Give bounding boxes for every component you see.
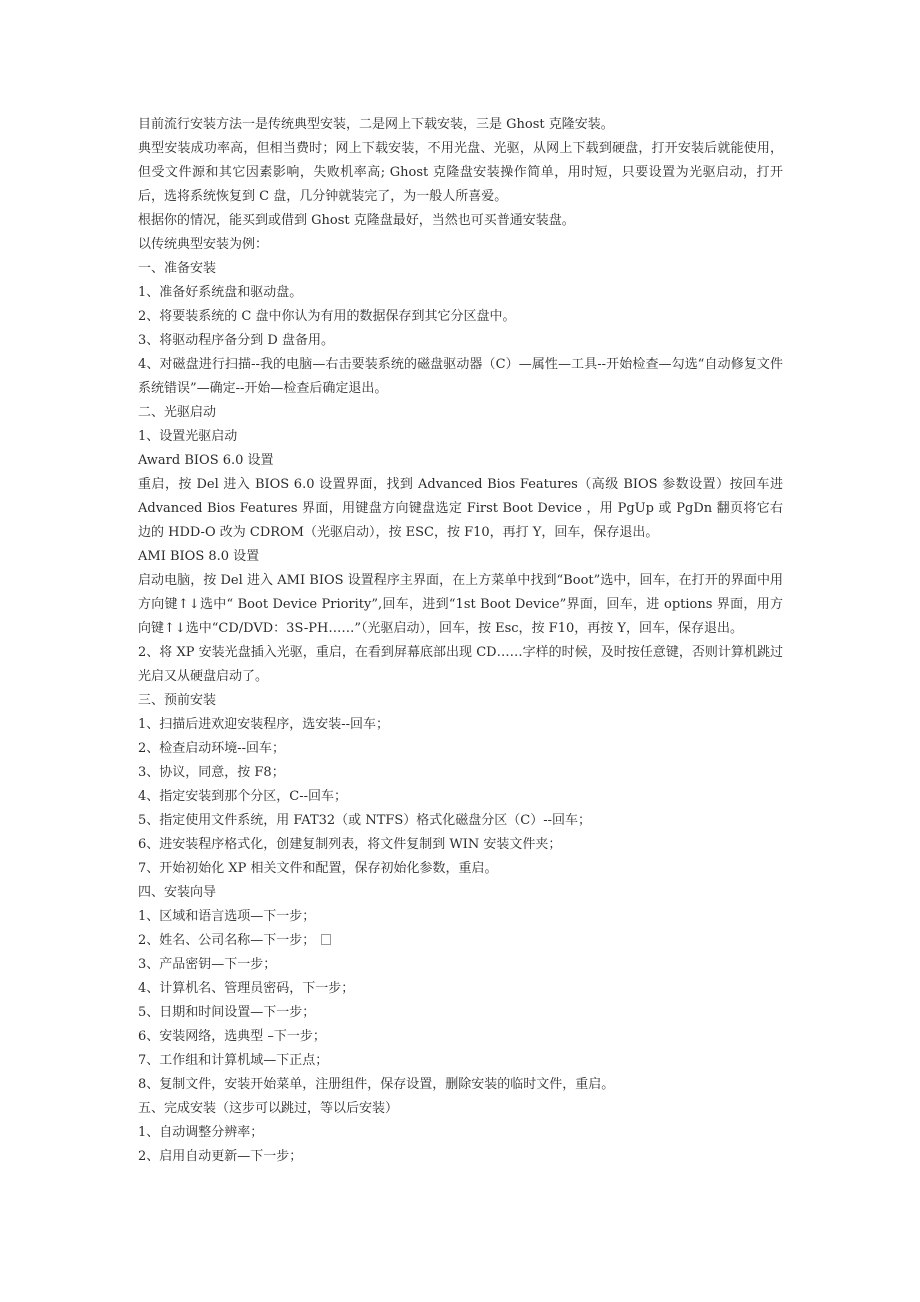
list-item: 1、设置光驱启动 [138, 429, 238, 444]
text-paragraph: 典型安装成功率高，但相当费时；网上下载安装，不用光盘、光驱，从网上下载到硬盘，打开安装后就能使用，但受文件源和其它因素影响，失败机率高; Ghost 克隆盘安装操作简单，用时短，只要设置为光驱启动，打开后，选将系统恢复到 C 盘，几分钟就装完了，为一般人所喜爱。 [138, 141, 783, 204]
list-item: 4、对磁盘进行扫描--我的电脑—右击要装系统的磁盘驱动器（C）—属性—工具--开始检查—勾选“自动修复文件系统错误”—确定--开始—检查后确定退出。 [138, 357, 783, 396]
section-heading: 二、光驱启动 [138, 405, 217, 420]
list-item: 2、将 XP 安装光盘插入光驱，重启，在看到屏幕底部出现 CD……字样的时候，及时按任意键，否则计算机跳过光启又从硬盘启动了。 [138, 645, 783, 684]
section-heading: 一、准备安装 [138, 261, 217, 276]
list-item: 2、将要装系统的 C 盘中你认为有用的数据保存到其它分区盘中。 [138, 309, 516, 324]
section-heading: 三、预前安装 [138, 693, 217, 708]
missing-glyph-box [321, 934, 331, 945]
text-line: 以传统典型安装为例： [138, 237, 269, 252]
text-paragraph: 重启，按 Del 进入 BIOS 6.0 设置界面，找到 Advanced Bios Features（高级 BIOS 参数设置）按回车进 Advanced Bios Features 界面，用键盘方向键盘选定 First Boot Device ，用 PgUp 或 PgDn 翻页将它右边的 HDD-O 改为 CDROM（光驱启动），按 ESC，按 F10，再打 Y，回车，保存退出。 [138, 477, 783, 540]
list-item: 2、启用自动更新—下一步； [138, 1149, 303, 1164]
list-item-with-box [138, 929, 783, 953]
list-item: 6、进安装程序格式化，创建复制列表，将文件复制到 WIN 安装文件夹； [138, 837, 562, 852]
list-item: 7、工作组和计算机域—下正点； [138, 1053, 329, 1068]
list-item: 5、指定使用文件系统，用 FAT32（或 NTFS）格式化磁盘分区（C）--回车； [138, 813, 592, 828]
subsection-heading: Award BIOS 6.0 设置 [138, 453, 274, 468]
list-item: 4、计算机名、管理员密码，下一步； [138, 981, 355, 996]
list-item: 1、扫描后进欢迎安装程序，选安装--回车； [138, 717, 390, 732]
list-item: 7、开始初始化 XP 相关文件和配置，保存初始化参数，重启。 [138, 861, 498, 876]
list-item: 3、将驱动程序备分到 D 盘备用。 [138, 333, 334, 348]
section-heading: 五、完成安装（这步可以跳过，等以后安装） [138, 1101, 399, 1116]
list-item: 3、协议，同意，按 F8； [138, 765, 285, 780]
list-item-text: 2、姓名、公司名称—下一步； [138, 933, 316, 948]
list-item: 1、自动调整分辨率； [138, 1125, 264, 1140]
list-item: 1、准备好系统盘和驱动盘。 [138, 285, 303, 300]
list-item: 5、日期和时间设置—下一步； [138, 1005, 316, 1020]
text-line: 根据你的情况，能买到或借到 Ghost 克隆盘最好，当然也可买普通安装盘。 [138, 213, 575, 228]
document-body [138, 113, 783, 1169]
list-item: 1、区域和语言选项—下一步； [138, 909, 316, 924]
list-item: 3、产品密钥—下一步； [138, 957, 277, 972]
list-item: 2、检查启动环境--回车； [138, 741, 286, 756]
subsection-heading: AMI BIOS 8.0 设置 [138, 549, 260, 564]
section-heading: 四、安装向导 [138, 885, 217, 900]
list-item: 6、安装网络，选典型 –下一步； [138, 1029, 326, 1044]
list-item: 8、复制文件，安装开始菜单，注册组件，保存设置，删除安装的临时文件，重启。 [138, 1077, 615, 1092]
list-item: 4、指定安装到那个分区，C--回车； [138, 789, 348, 804]
text-line: 目前流行安装方法一是传统典型安装，二是网上下载安装，三是 Ghost 克隆安装。 [138, 117, 614, 132]
text-paragraph: 启动电脑，按 Del 进入 AMI BIOS 设置程序主界面，在上方菜单中找到“Boot”选中，回车，在打开的界面中用方向键↑↓选中“ Boot Device Priority”,回车，进到“1st Boot Device”界面，回车，进 options 界面，用方向键↑↓选中“CD/DVD：3S-PH……”（光驱启动），回车，按 Esc，按 F10，再按 Y，回车，保存退出。 [138, 573, 783, 636]
